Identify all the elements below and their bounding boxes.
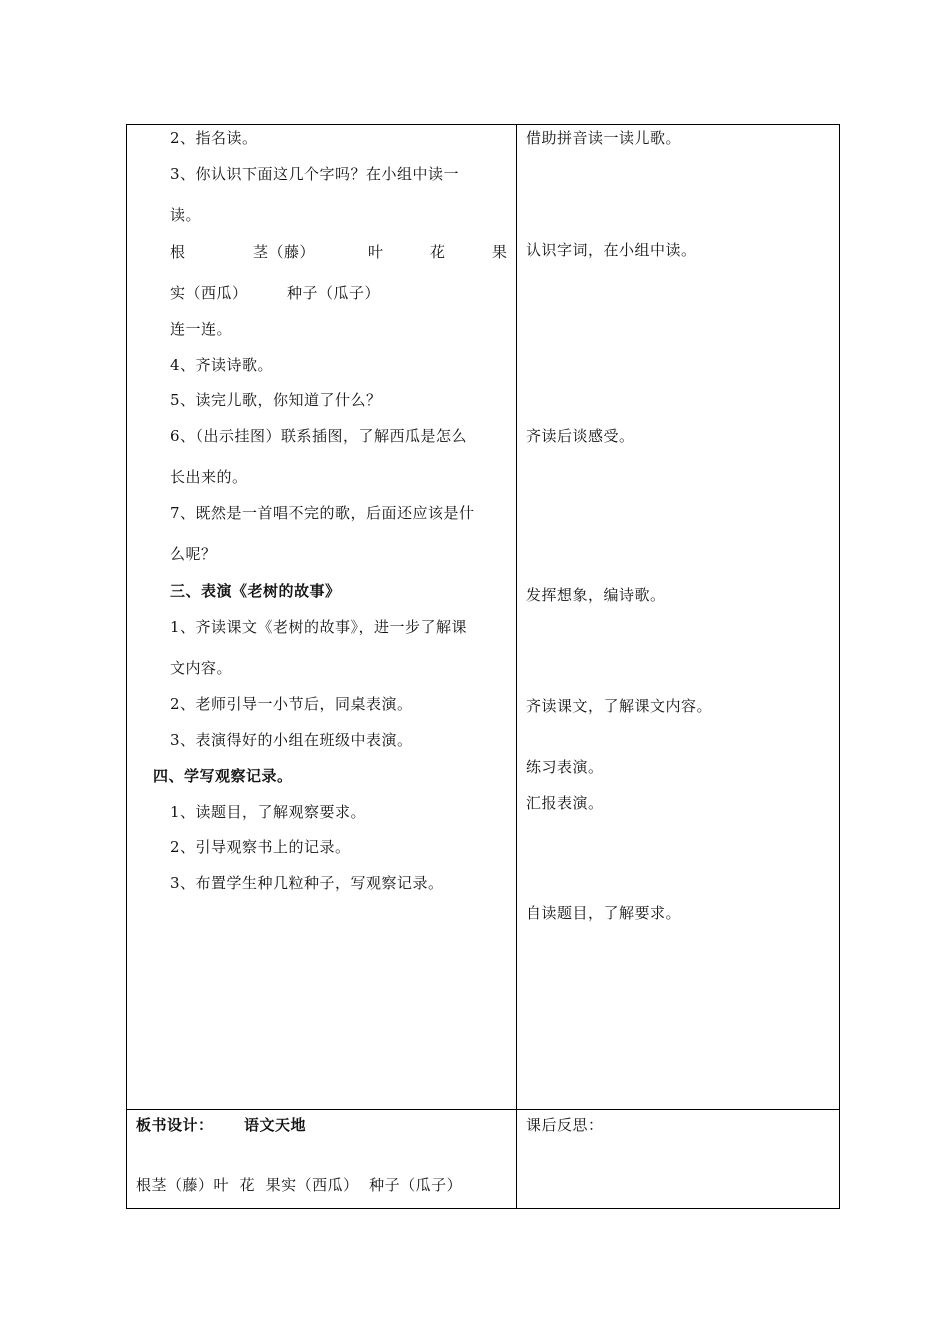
step-7-line1: 7、既然是一首唱不完的歌，后面还应该是什 bbox=[170, 504, 475, 522]
activity-2: 认识字词，在小组中读。 bbox=[526, 241, 697, 259]
step-3-line2: 读。 bbox=[170, 206, 202, 224]
column-divider bbox=[516, 125, 517, 1110]
word-ye: 叶 bbox=[368, 243, 384, 261]
activity-4: 发挥想象，编诗歌。 bbox=[526, 586, 666, 604]
activity-1: 借助拼音读一读儿歌。 bbox=[526, 129, 682, 147]
perform-step-1-line2: 文内容。 bbox=[170, 659, 233, 677]
step-6-line1: 6、（出示挂图）联系插图，了解西瓜是怎么 bbox=[170, 427, 468, 445]
word-guo: 果 bbox=[492, 243, 508, 261]
section-3-heading: 三、表演《老树的故事》 bbox=[170, 582, 341, 600]
connect-instruction: 连一连。 bbox=[170, 320, 233, 338]
footer-row-divider bbox=[127, 1109, 839, 1110]
perform-step-3: 3、表演得好的小组在班级中表演。 bbox=[170, 731, 413, 749]
word-jing: 茎（藤） bbox=[253, 243, 316, 261]
reflection-label: 课后反思： bbox=[526, 1116, 604, 1134]
word-zhongzi: 种子（瓜子） bbox=[287, 284, 381, 302]
observe-step-2: 2、引导观察书上的记录。 bbox=[170, 838, 351, 856]
step-3-line1: 3、你认识下面这几个字吗？在小组中读一 bbox=[170, 165, 460, 183]
step-6-line2: 长出来的。 bbox=[170, 468, 248, 486]
board-design-label: 板书设计： bbox=[136, 1116, 214, 1134]
activity-3: 齐读后谈感受。 bbox=[526, 427, 635, 445]
activity-6: 练习表演。 bbox=[526, 758, 604, 776]
observe-step-3: 3、布置学生种几粒种子，写观察记录。 bbox=[170, 874, 444, 892]
board-design-title: 语文天地 bbox=[244, 1116, 307, 1134]
footer-column-divider bbox=[516, 1110, 517, 1209]
step-2: 2、指名读。 bbox=[170, 129, 258, 147]
step-5: 5、读完儿歌，你知道了什么？ bbox=[170, 391, 382, 409]
perform-step-1-line1: 1、齐读课文《老树的故事》，进一步了解课 bbox=[170, 618, 468, 636]
activity-8: 自读题目，了解要求。 bbox=[526, 904, 682, 922]
activity-5: 齐读课文，了解课文内容。 bbox=[526, 697, 713, 715]
step-7-line2: 么呢？ bbox=[170, 545, 217, 563]
activity-7: 汇报表演。 bbox=[526, 794, 604, 812]
board-design-content: 根茎（藤）叶 花 果实（西瓜） 种子（瓜子） bbox=[136, 1176, 463, 1194]
word-shi: 实（西瓜） bbox=[170, 284, 248, 302]
section-4-heading: 四、学写观察记录。 bbox=[153, 767, 293, 785]
word-gen: 根 bbox=[170, 243, 186, 261]
word-hua: 花 bbox=[430, 243, 446, 261]
step-4: 4、齐读诗歌。 bbox=[170, 356, 274, 374]
perform-step-2: 2、老师引导一小节后，同桌表演。 bbox=[170, 695, 413, 713]
observe-step-1: 1、读题目，了解观察要求。 bbox=[170, 803, 367, 821]
